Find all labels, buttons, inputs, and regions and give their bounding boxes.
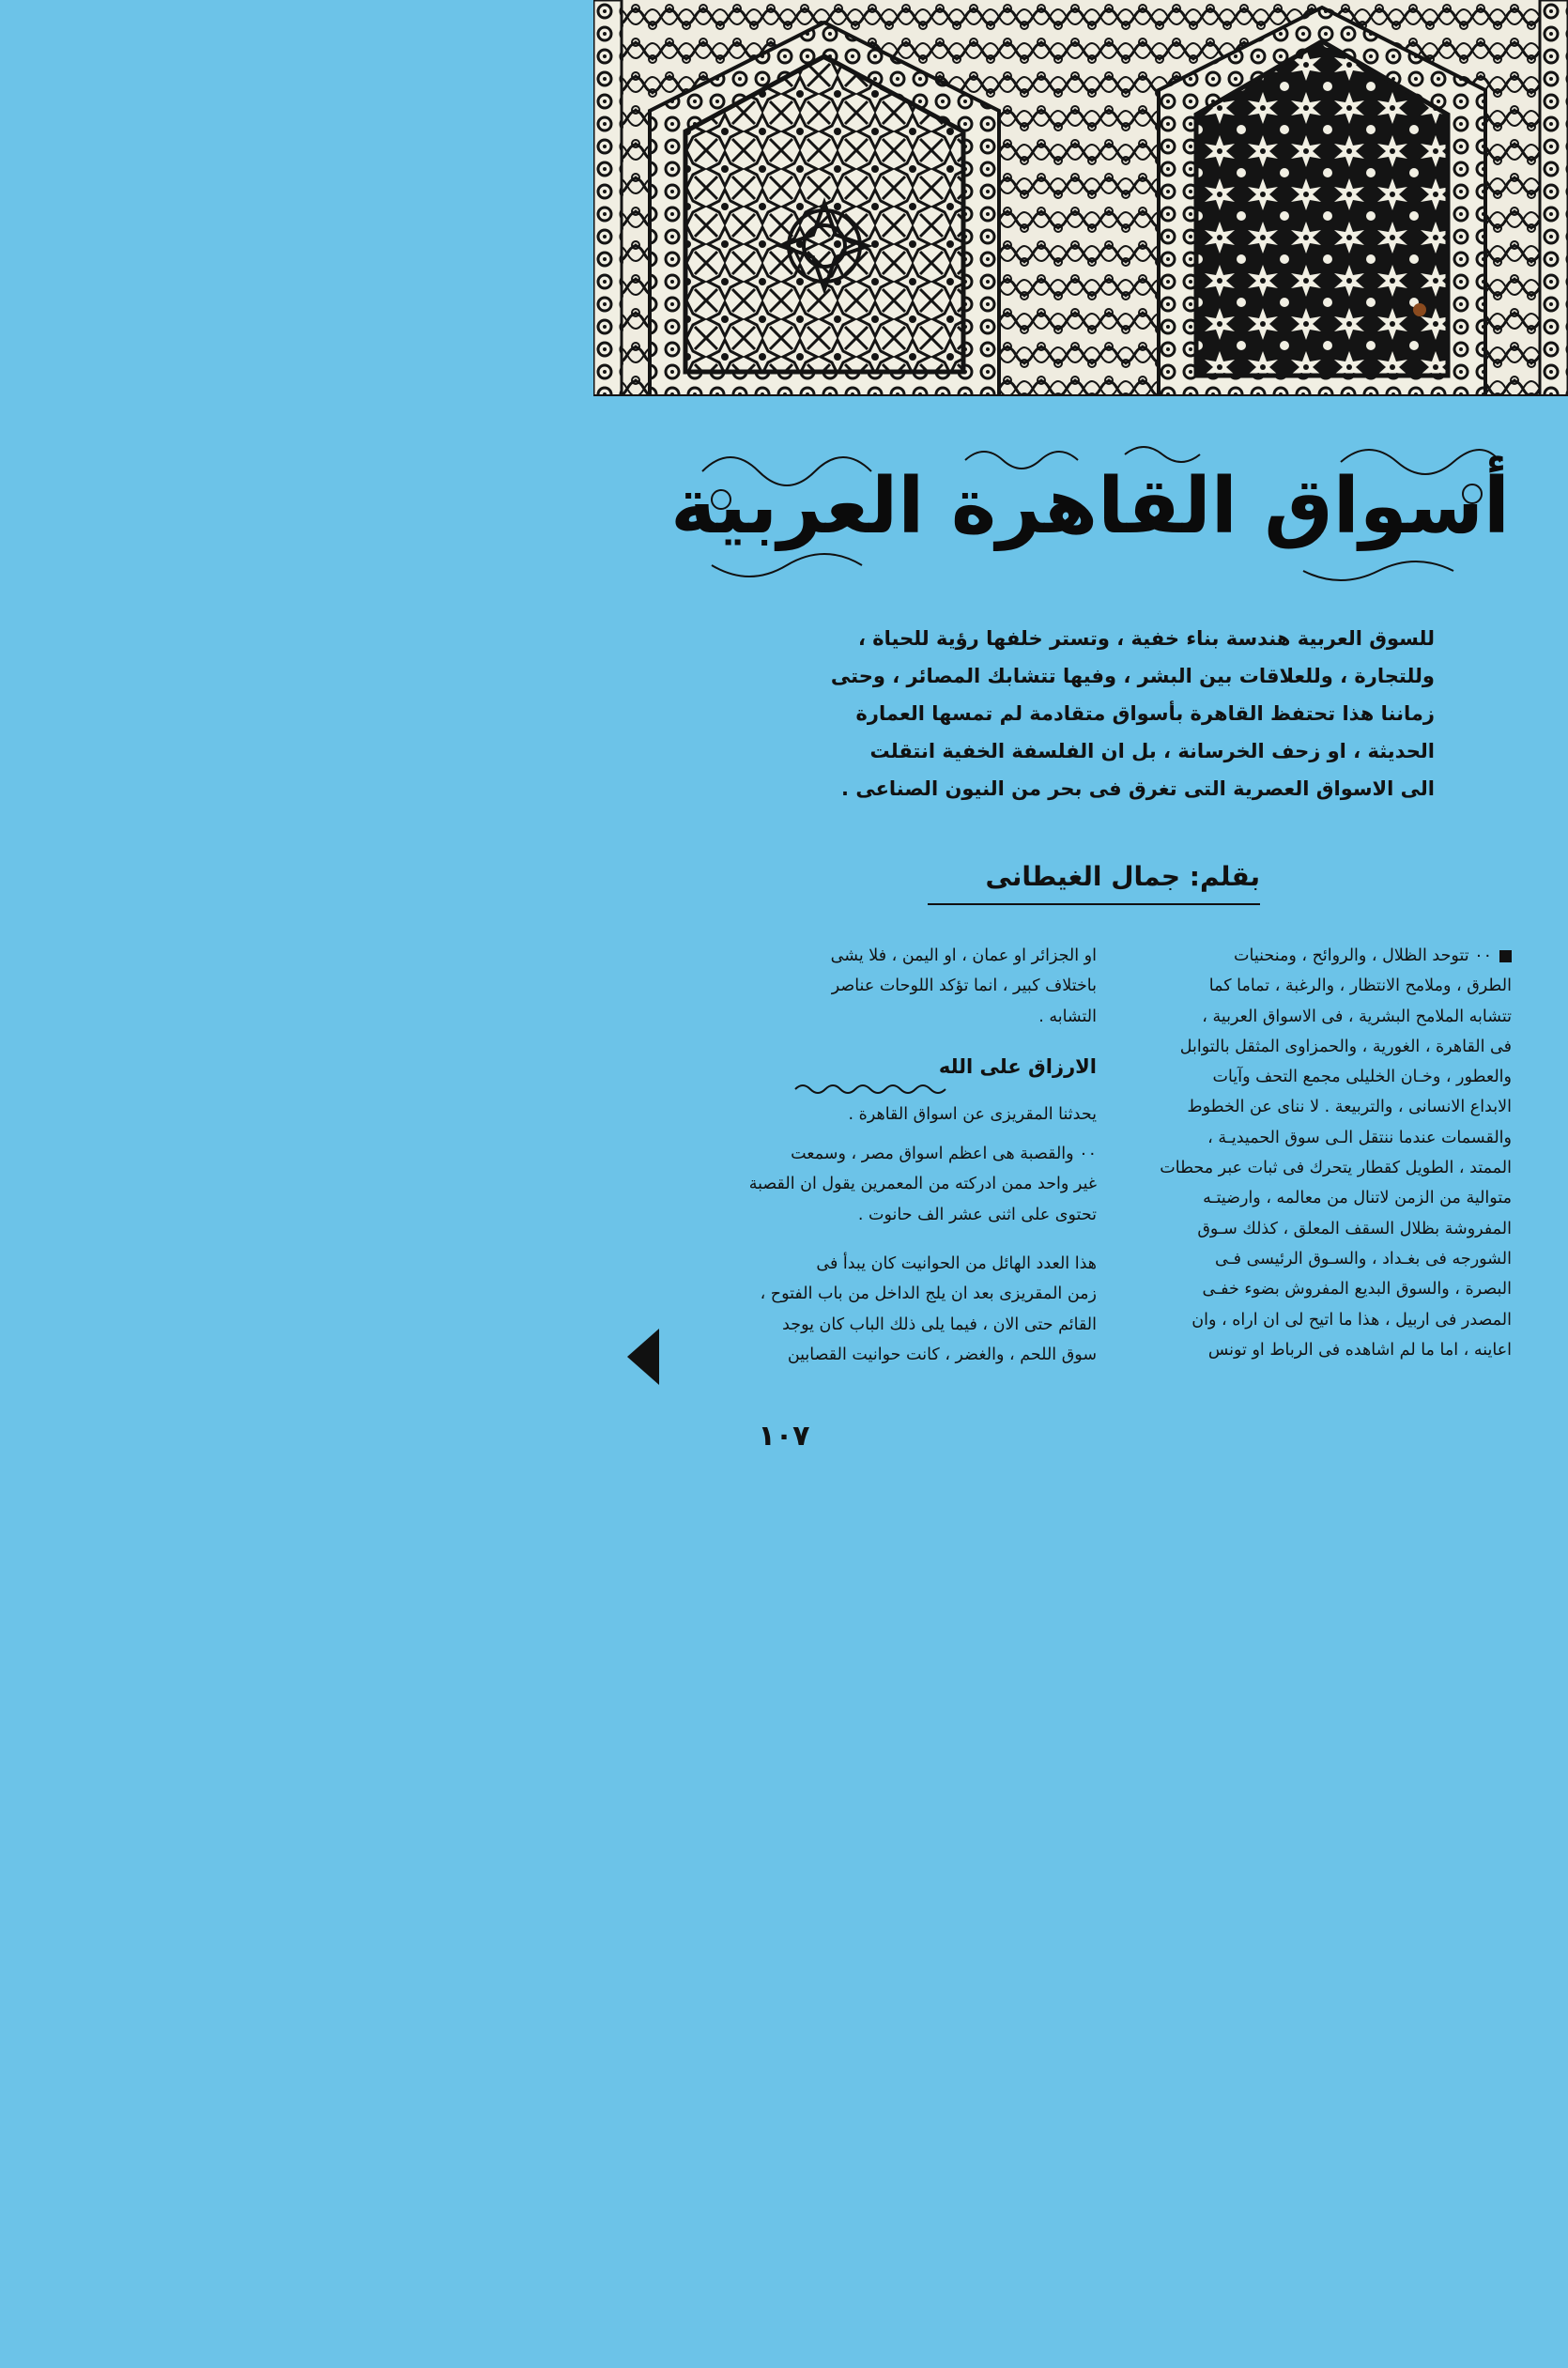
body-line: الابداع الانسانى ، والتربيعة . لا نناى عن الخطوط xyxy=(1187,1098,1512,1117)
body-column-left xyxy=(687,941,1097,1370)
lead-line: زماننا هذا تحتفظ القاهرة بأسواق متقادمة لم تمسها العمارة xyxy=(855,702,1435,725)
body-line: ٠٠ والقصبة هى اعظم اسواق مصر ، وسمعت xyxy=(791,1145,1097,1164)
body-column-right xyxy=(1121,941,1512,1365)
body-line: فى القاهرة ، الغورية ، والحمزاوى المثقل بالتوابل xyxy=(1179,1037,1512,1056)
body-line: البصرة ، والسوق البديع المفروش بضوء خفـى xyxy=(1202,1280,1512,1299)
body-line: الشورجه فى بغـداد ، والسـوق الرئيسى فـى xyxy=(1214,1249,1512,1269)
body-line: التشابه . xyxy=(1038,1007,1097,1026)
title-block xyxy=(670,434,1510,592)
paragraph-gap xyxy=(687,1130,1097,1139)
body-line: اعاينه ، اما ما لم اشاهده فى الرباط او تونس xyxy=(1207,1340,1512,1360)
body-line: القائم حتى الان ، فيما يلى ذلك الباب كان يوجد xyxy=(782,1315,1097,1334)
continue-arrow-icon xyxy=(627,1329,659,1385)
page-number: ١٠٧ xyxy=(758,1420,810,1453)
paragraph-gap xyxy=(687,1230,1097,1239)
lead-paragraph xyxy=(759,620,1435,807)
body-line: متوالية من الزمن لاتنال من معالمه ، وارضيتـه xyxy=(1203,1189,1512,1208)
lead-line: للسوق العربية هندسة بناء خفية ، وتستر خلفها رؤية للحياة ، xyxy=(857,627,1435,650)
section-subheading: الارزاق على الله xyxy=(938,1054,1097,1078)
body-line: زمن المقريزى بعد ان يلج الداخل من باب الفتوح ، xyxy=(760,1284,1097,1304)
body-line: يحدثنا المقريزى عن اسواق القاهرة . xyxy=(848,1104,1097,1124)
author-byline: بقلم: جمال الغيطانى xyxy=(928,856,1260,905)
body-line: الطرق ، وملامح الانتظار ، والرغبة ، تماما كما xyxy=(1208,976,1512,996)
body-line: سوق اللحم ، والغضر ، كانت حوانيت القصابين xyxy=(787,1345,1097,1364)
body-line: باختلاف كبير ، انما تؤكد اللوحات عناصر xyxy=(831,976,1097,996)
body-line: تتشابه الملامح البشرية ، فى الاسواق العربية ، xyxy=(1202,1007,1512,1026)
body-line: والقسمات عندما ننتقل الـى سوق الحميديـة ، xyxy=(1207,1128,1512,1147)
body-line: او الجزائر او عمان ، او اليمن ، فلا يشى xyxy=(830,946,1097,965)
article-title: أسواق القاهرة العربية xyxy=(670,462,1510,551)
lead-line: الى الاسواق العصرية التى تغرق فى بحر من النيون الصناعى . xyxy=(841,777,1435,800)
body-line: ٠٠ تتوحد الظلال ، والروائح ، ومنحنيات xyxy=(1121,941,1512,971)
body-line: المفروشة بظلال السقف المعلق ، كذلك سـوق xyxy=(1197,1219,1512,1238)
subheading-underline-ornament xyxy=(793,1083,953,1096)
body-line: الممتد ، الطويل كقطار يتحرك فى ثبات عبر محطات xyxy=(1160,1159,1512,1178)
body-line: المصدر فى اربيل ، هذا ما اتيح لى ان اراه ، وان xyxy=(1191,1310,1512,1330)
lead-line: وللتجارة ، وللعلاقات بين البشر ، وفيها تتشابك المصائر ، وحتى xyxy=(830,665,1435,687)
body-line: والعطور ، وخـان الخليلى مجمع التحف وآيات xyxy=(1212,1068,1512,1087)
paragraph-gap xyxy=(687,1239,1097,1249)
arabesque-header-illustration xyxy=(593,0,1568,396)
body-line: تحتوى على اثنى عشر الف حانوت . xyxy=(857,1205,1097,1224)
body-line: هذا العدد الهائل من الحوانيت كان يبدأ فى xyxy=(816,1254,1097,1274)
black-square-bullet-icon xyxy=(1499,950,1512,962)
body-line: غير واحد ممن ادركته من المعمرين يقول ان القصبة xyxy=(748,1175,1097,1194)
lead-line: الحديثة ، او زحف الخرسانة ، بل ان الفلسفة الخفية انتقلت xyxy=(869,740,1435,762)
